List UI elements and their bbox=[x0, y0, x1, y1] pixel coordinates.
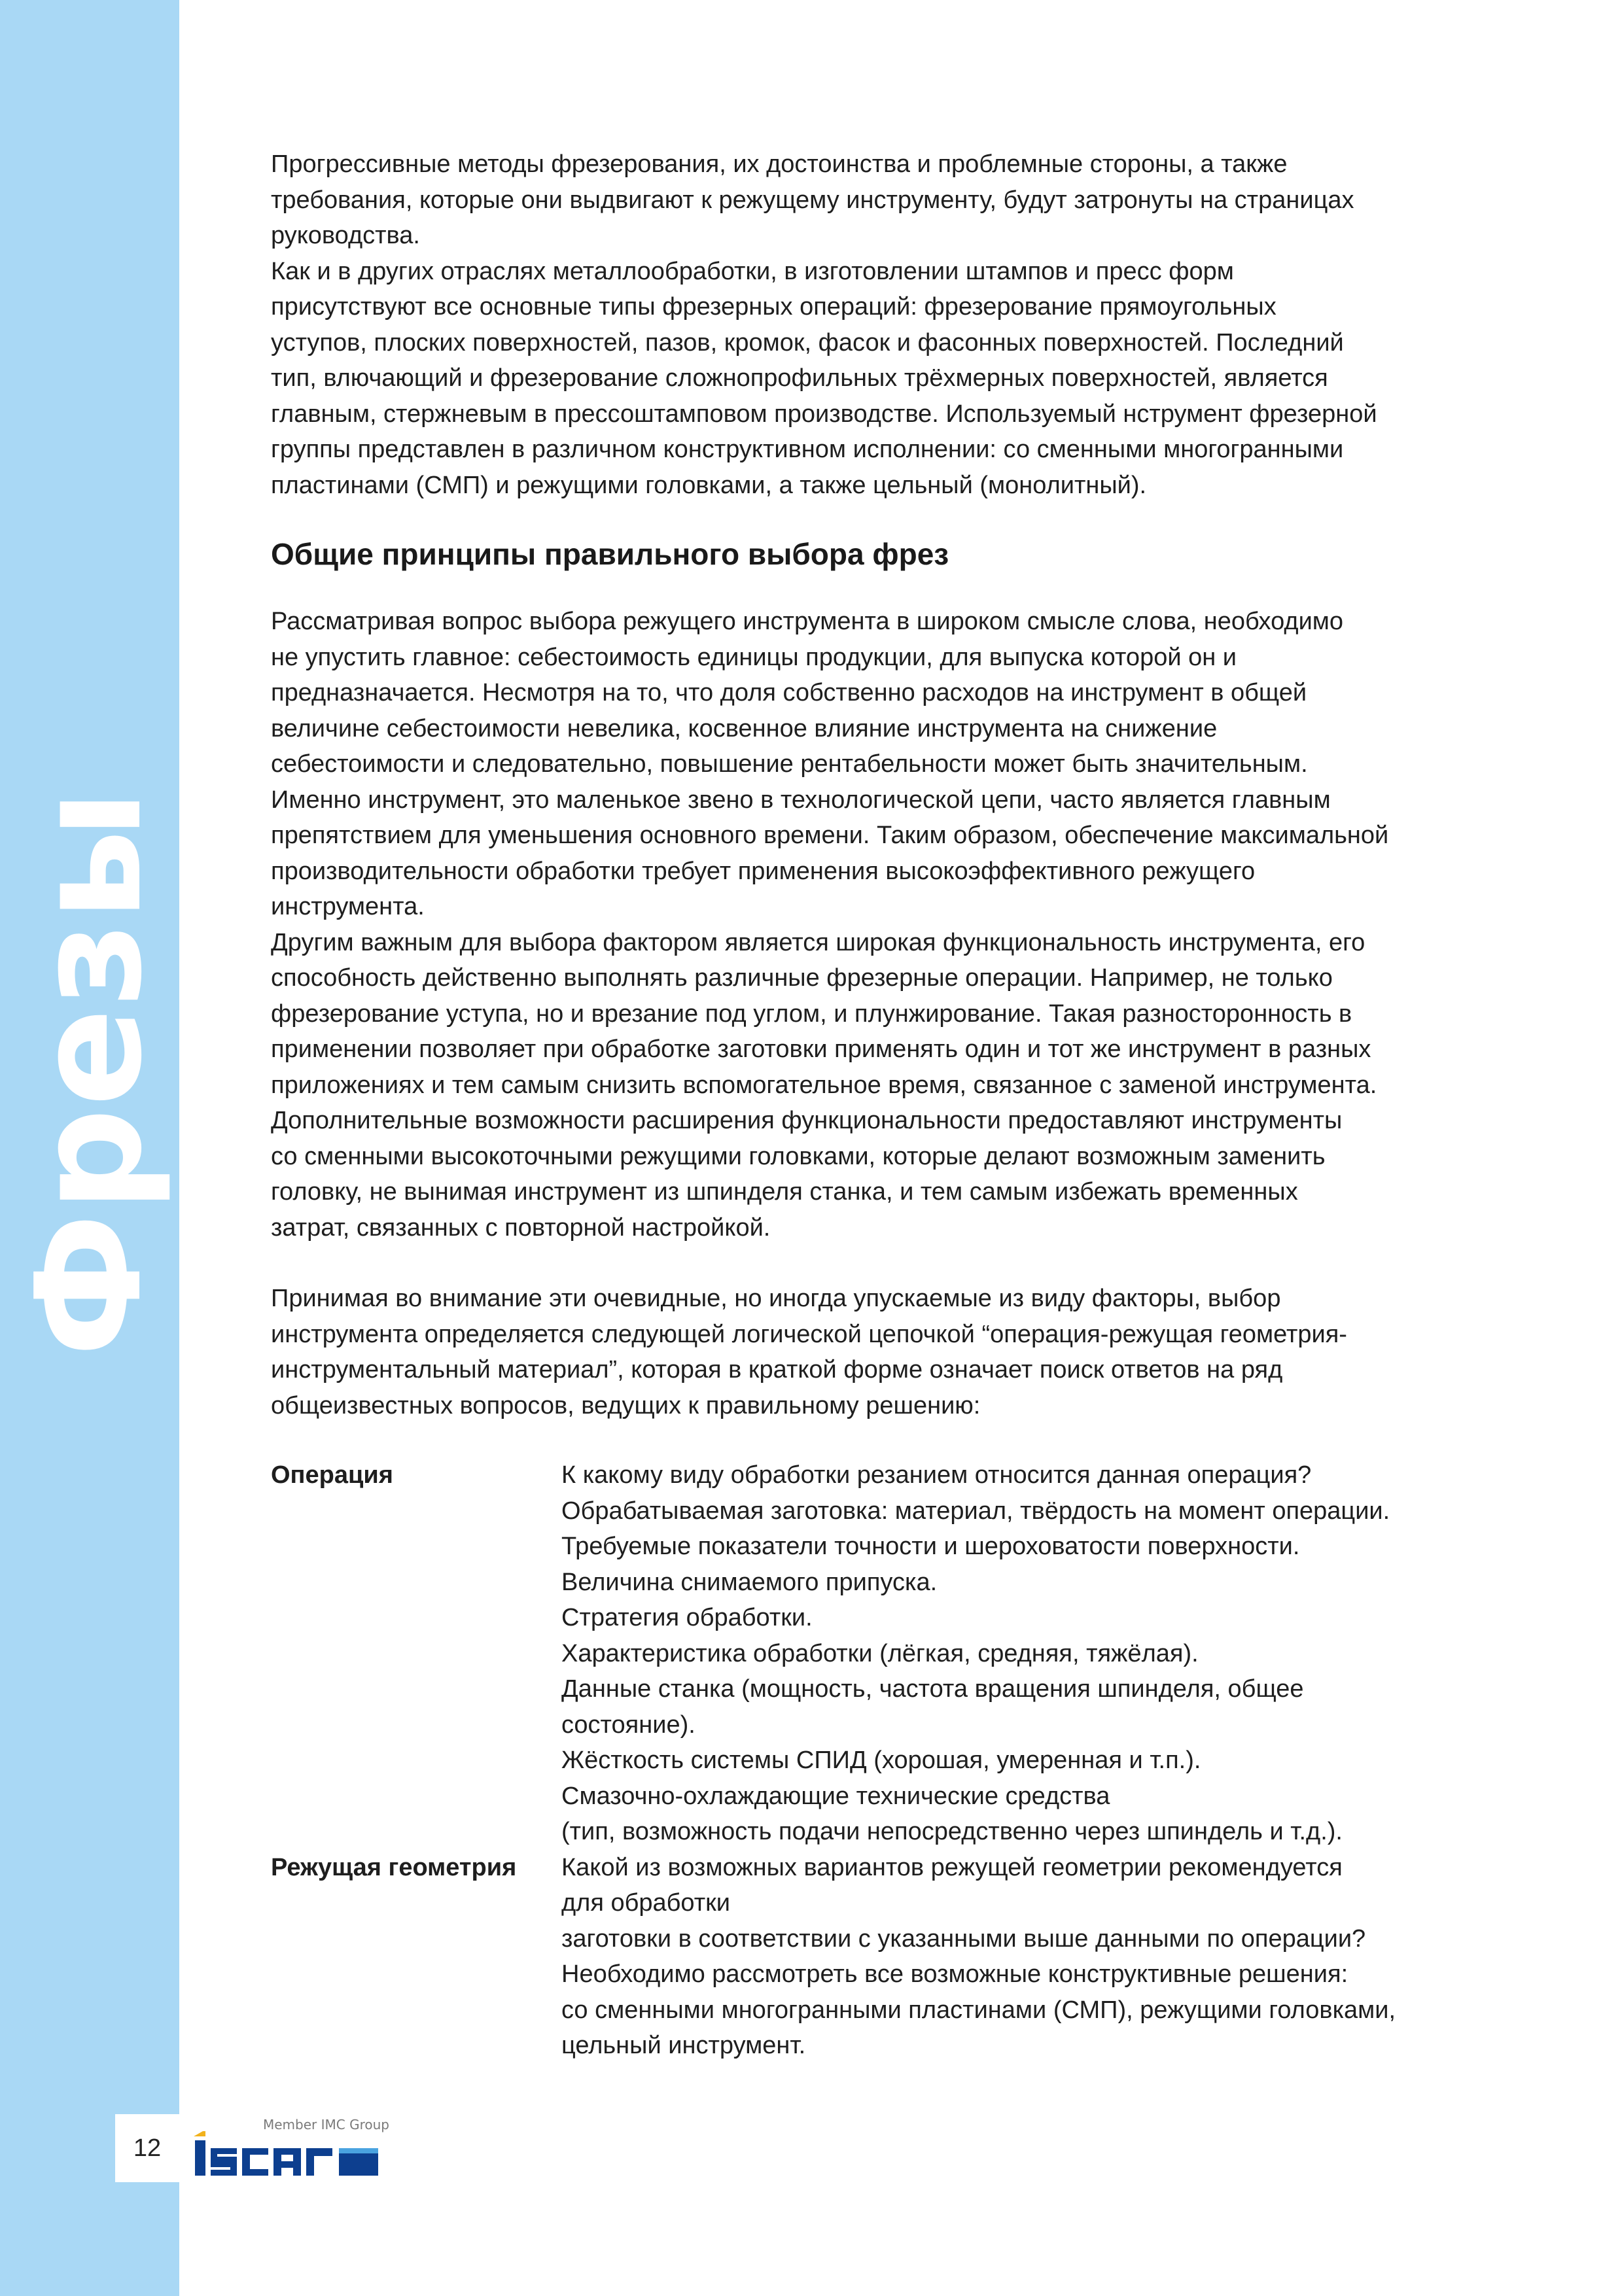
body-text-1 bbox=[271, 604, 1449, 1245]
qa-line: цельный инструмент. bbox=[561, 2032, 806, 2059]
text-line: инструментальный материал”, которая в краткой форме означает поиск ответов на ряд bbox=[271, 1356, 1283, 1383]
page-number: 12 bbox=[115, 2114, 179, 2182]
text-line: уступов, плоских поверхностей, пазов, кромок, фасок и фасонных поверхностей. Последний bbox=[271, 328, 1344, 357]
body-text-2 bbox=[271, 1281, 1449, 1423]
text-line: не упустить главное: себестоимость единицы продукции, для выпуска которой он и bbox=[271, 643, 1237, 671]
text-line: величине себестоимости невелика, косвенное влияние инструмента на снижение bbox=[271, 714, 1218, 742]
qa-line: Какой из возможных вариантов режущей геометрии рекомендуется bbox=[561, 1853, 1343, 1881]
qa-label: Режущая геометрия bbox=[271, 1853, 517, 1881]
text-line: приложениях и тем самым снизить вспомогательное время, связанное с заменой инструмента. bbox=[271, 1071, 1377, 1099]
text-line: пластинами (СМП) и режущими головками, а также цельный (монолитный). bbox=[271, 471, 1147, 499]
text-line: тип, влючающий и фрезерование сложнопрофильных трёхмерных поверхностей, является bbox=[271, 364, 1328, 392]
qa-line: Стратегия обработки. bbox=[561, 1604, 813, 1631]
qa-line: (тип, возможность подачи непосредственно через шпиндель и т.д.). bbox=[561, 1818, 1343, 1845]
text-line: инструмента. bbox=[271, 893, 425, 920]
qa-line: Обрабатываемая заготовка: материал, твёрдость на момент операции. bbox=[561, 1497, 1390, 1525]
text-line: общеизвестных вопросов, ведущих к правильному решению: bbox=[271, 1391, 981, 1419]
qa-line: Смазочно-охлаждающие технические средства bbox=[561, 1782, 1110, 1810]
logo-tagline: Member IMC Group bbox=[263, 2117, 389, 2132]
qa-row-cutting-geometry bbox=[271, 1850, 1449, 2064]
text-line: Именно инструмент, это маленькое звено в технологической цепи, часто является главным bbox=[271, 786, 1331, 814]
text-line: Другим важным для выбора фактором является широкая функциональность инструмента, его bbox=[271, 928, 1365, 956]
qa-line: для обработки bbox=[561, 1889, 730, 1917]
text-line: применении позволяет при обработке заготовки применять один и тот же инструмент в разных bbox=[271, 1035, 1371, 1063]
qa-line: Жёсткость системы СПИД (хорошая, умеренная и т.п.). bbox=[561, 1747, 1201, 1774]
text-line: инструмента определяется следующей логической цепочкой “операция-режущая геометрия- bbox=[271, 1320, 1347, 1348]
qa-line: Величина снимаемого припуска. bbox=[561, 1568, 938, 1596]
text-line: производительности обработки требует применения высокоэффективного режущего bbox=[271, 857, 1256, 885]
iscar-wordmark-icon bbox=[191, 2131, 387, 2178]
main-content bbox=[271, 147, 1449, 2064]
text-line: головку, не вынимая инструмент из шпинделя станка, и тем самым избежать временных bbox=[271, 1178, 1298, 1206]
qa-line: Необходимо рассмотреть все возможные конструктивные решения: bbox=[561, 1960, 1348, 1988]
text-line: себестоимости и следовательно, повышение рентабельности может быть значительным. bbox=[271, 750, 1308, 778]
text-line: группы представлен в различном конструктивном исполнении: со сменными многогранными bbox=[271, 436, 1344, 463]
text-line: предназначается. Несмотря на то, что доля собственно расходов на инструмент в общей bbox=[271, 679, 1307, 706]
text-line: требования, которые они выдвигают к режущему инструменту, будут затронуты на страницах bbox=[271, 186, 1354, 214]
qa-answers bbox=[561, 1850, 1449, 2064]
text-line: Как и в других отраслях металлообработки, в изготовлении штампов и пресс форм bbox=[271, 257, 1234, 285]
text-line: фрезерование уступа, но и врезание под углом, и плунжирование. Такая разносторонность в bbox=[271, 1000, 1352, 1028]
text-line: затрат, связанных с повторной настройкой. bbox=[271, 1213, 771, 1242]
qa-line: Требуемые показатели точности и шероховатости поверхности. bbox=[561, 1533, 1300, 1560]
qa-line: Данные станка (мощность, частота вращения шпинделя, общее bbox=[561, 1675, 1304, 1703]
qa-answers bbox=[561, 1457, 1449, 1850]
qa-row-operation bbox=[271, 1457, 1449, 1850]
side-section-title: Фрезы bbox=[5, 788, 174, 1357]
text-line: присутствуют все основные типы фрезерных операций: фрезерование прямоугольных bbox=[271, 293, 1277, 321]
section-heading: Общие принципы правильного выбора фрез bbox=[271, 537, 949, 571]
question-list bbox=[271, 1457, 1449, 2064]
text-line: руководства. bbox=[271, 222, 420, 249]
qa-line: заготовки в соответствии с указанными выше данными по операции? bbox=[561, 1924, 1366, 1953]
qa-label: Операция bbox=[271, 1461, 393, 1489]
text-line: Рассматривая вопрос выбора режущего инструмента в широком смысле слова, необходимо bbox=[271, 608, 1344, 635]
qa-line: Характеристика обработки (лёгкая, средняя, тяжёлая). bbox=[561, 1639, 1199, 1667]
text-line: Принимая во внимание эти очевидные, но иногда упускаемые из виду факторы, выбор bbox=[271, 1285, 1281, 1312]
text-line: способность действенно выполнять различные фрезерные операции. Например, не только bbox=[271, 964, 1333, 992]
iscar-logo bbox=[191, 2117, 414, 2182]
qa-line: К какому виду обработки резанием относится данная операция? bbox=[561, 1461, 1312, 1489]
text-line: препятствием для уменьшения основного времени. Таким образом, обеспечение максимальной bbox=[271, 822, 1389, 849]
text-line: Прогрессивные методы фрезерования, их достоинства и проблемные стороны, а также bbox=[271, 150, 1288, 178]
text-line: со сменными высокоточными режущими головками, которые делают возможным заменить bbox=[271, 1142, 1326, 1170]
text-line: Дополнительные возможности расширения функциональности предоставляют инструменты bbox=[271, 1107, 1343, 1134]
intro-text bbox=[271, 147, 1449, 503]
qa-line: состояние). bbox=[561, 1711, 696, 1739]
text-line: главным, стержневым в прессоштамповом производстве. Используемый нструмент фрезерной bbox=[271, 400, 1377, 428]
qa-line: со сменными многогранными пластинами (СМП), режущими головками, bbox=[561, 1996, 1396, 2024]
